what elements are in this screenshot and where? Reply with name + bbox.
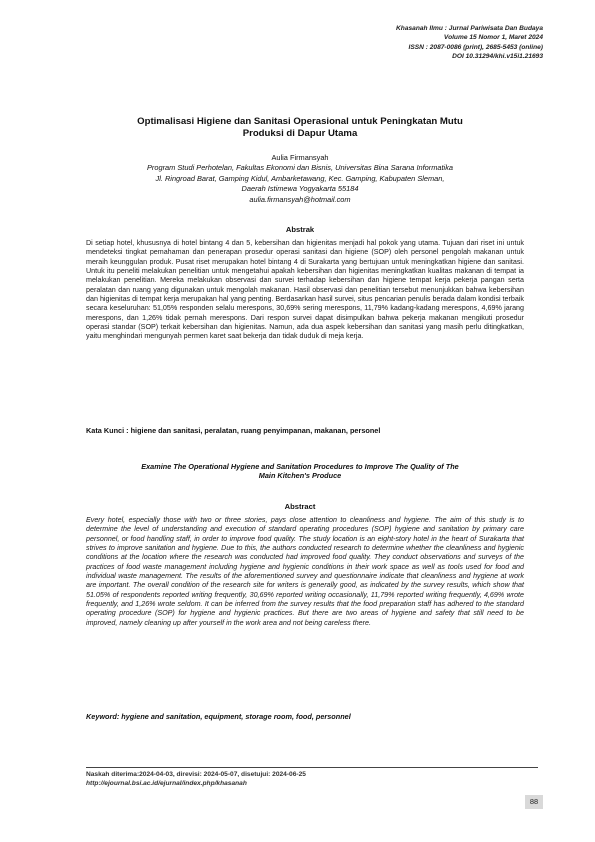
abstract-keywords: Keyword: hygiene and sanitation, equipment, storage room, food, personnel — [86, 712, 351, 721]
journal-issn: ISSN : 2087-0086 (print), 2685-5453 (online) — [408, 43, 543, 51]
english-title-line-2: Main Kitchen's Produce — [258, 471, 342, 481]
paper-title — [110, 116, 490, 140]
paper-title-line-1: Optimalisasi Higiene dan Sanitasi Operasional untuk Peningkatan Mutu — [137, 116, 463, 127]
author-affiliation-line-2: Jl. Ringroad Barat, Gamping Kidul, Ambarketawang, Kec. Gamping, Kabupaten Sleman, — [155, 173, 445, 183]
journal-url[interactable]: http://ejournal.bsi.ac.id/ejurnal/index.php/khasanah — [86, 780, 247, 788]
submission-dates: Naskah diterima:2024-04-03, direvisi: 2024-05-07, disetujui: 2024-06-25 — [86, 771, 306, 778]
abstract-body: Every hotel, especially those with two or three stories, pays close attention to cleanliness and hygiene. The aim of this study is to determine the level of understanding and execution of standard operating procedures (SOP) hygiene and sanitation by primary care personnel, or food handling staff, in order to improve food quality. The study location is an eight-story hotel in the heart of Surakarta that strives to improve sanitation and hygiene. Due to this, the authors conducted research to determine whether the cleanliness and hygienic conditions at the location where the research was conducted had improved food quality. They conduct observations and surveys of the practices of food waste management including hygiene and hygienic conditions in their work space as well as tools used for food and individual waste management. The results of the aforementioned survey and questionnaire indicate that cleanliness and hygiene at work are important. The overall condition of the research site for writers is generally good, as indicated by the survey results, which show that 51.05% of respondents reported writing frequently, 30,69% reported writing occasionally, 11,79% reported writing frequently, 4,69% wrote frequently, and 1,26% wrote seldom. It can be inferred from the survey results that the food preparation staff has adhered to the standard operating procedure (SOP) for hygiene and hygienic practices. But there are two areas of hygiene and safety that still need to be improved, namely cleaning up after yourself in the work area and not being careless there. — [86, 516, 524, 627]
author-email: aulia.firmansyah@hotmail.com — [249, 194, 351, 204]
author-block — [60, 153, 540, 205]
english-title-line-1: Examine The Operational Hygiene and Sanitation Procedures to Improve The Quality of The — [141, 462, 459, 471]
abstract-heading: Abstract — [284, 502, 316, 511]
journal-name: Khasanah Ilmu : Jurnal Pariwisata Dan Budaya — [396, 25, 543, 32]
abstrak-heading: Abstrak — [285, 225, 315, 234]
author-affiliation-line-3: Daerah Istimewa Yogyakarta 55184 — [241, 184, 359, 194]
page-number: 88 — [525, 795, 543, 809]
footer-divider — [86, 767, 538, 768]
journal-doi: DOI 10.31294/khi.v15i1.21693 — [452, 53, 543, 61]
author-affiliation-line-1: Program Studi Perhotelan, Fakultas Ekonomi dan Bisnis, Universitas Bina Sarana Informatika — [146, 163, 454, 173]
author-name: Aulia Firmansyah — [271, 153, 329, 162]
abstrak-body: Di setiap hotel, khususnya di hotel bintang 4 dan 5, kebersihan dan higienitas menjadi hal pokok yang utama. Tujuan dari riset ini untuk mendeteksi tingkat pemahaman dan penerapan prosedur operasi sanitasi dan higiene (SOP) oleh personel pengolah makanan untuk meraih keunggulan produk. Pusat riset merupakan hotel bintang 4 di Surakarta yang bertujuan untuk meningkatkan higiene dan sanitasi. Untuk itu peneliti melakukan penelitian untuk mengetahui apakah kebersihan dan higienitas meningkatkan kualitas makanan di tempat ia melakukan penelitian. Mereka melakukan observasi dan survei terhadap kebersihan dan higiene tempat kerja pekerja pangan serta peralatan dan ruang yang digunakan untuk mengolah makanan. Hasil observasi dan penelitian tersebut menunjukkan bahwa kebersihan dan higienitas di tempat kerja merupakan hal yang penting. Berdasarkan hasil survei, situs pencarian penulis berada dalam kondisi terbaik secara keseluruhan: 51,05% responden selalu merespons, 30,69% sering merespons, 11,79% kadang-kadang merespons, 4,69% jarang merespons, dan 1,26% tidak pernah merespons. Dari respon survei dapat disimpulkan bahwa pekerja makanan mengikuti prosedur operasi standar (SOP) terkait kebersihan dan higienitas. Namun, ada dua aspek kebersihan dan sanitasi yang masih perlu ditingkatkan, yaitu menghindari mengunyah permen karet saat bekerja dan tidak duduk di meja kerja. — [86, 239, 524, 341]
journal-header — [396, 24, 543, 62]
abstrak-keywords: Kata Kunci : higiene dan sanitasi, peralatan, ruang penyimpanan, makanan, personel — [86, 426, 381, 435]
journal-volume: Volume 15 Nomor 1, Maret 2024 — [443, 34, 543, 42]
english-title — [90, 462, 510, 481]
paper-title-line-2: Produksi di Dapur Utama — [242, 128, 358, 139]
footer — [86, 770, 306, 788]
